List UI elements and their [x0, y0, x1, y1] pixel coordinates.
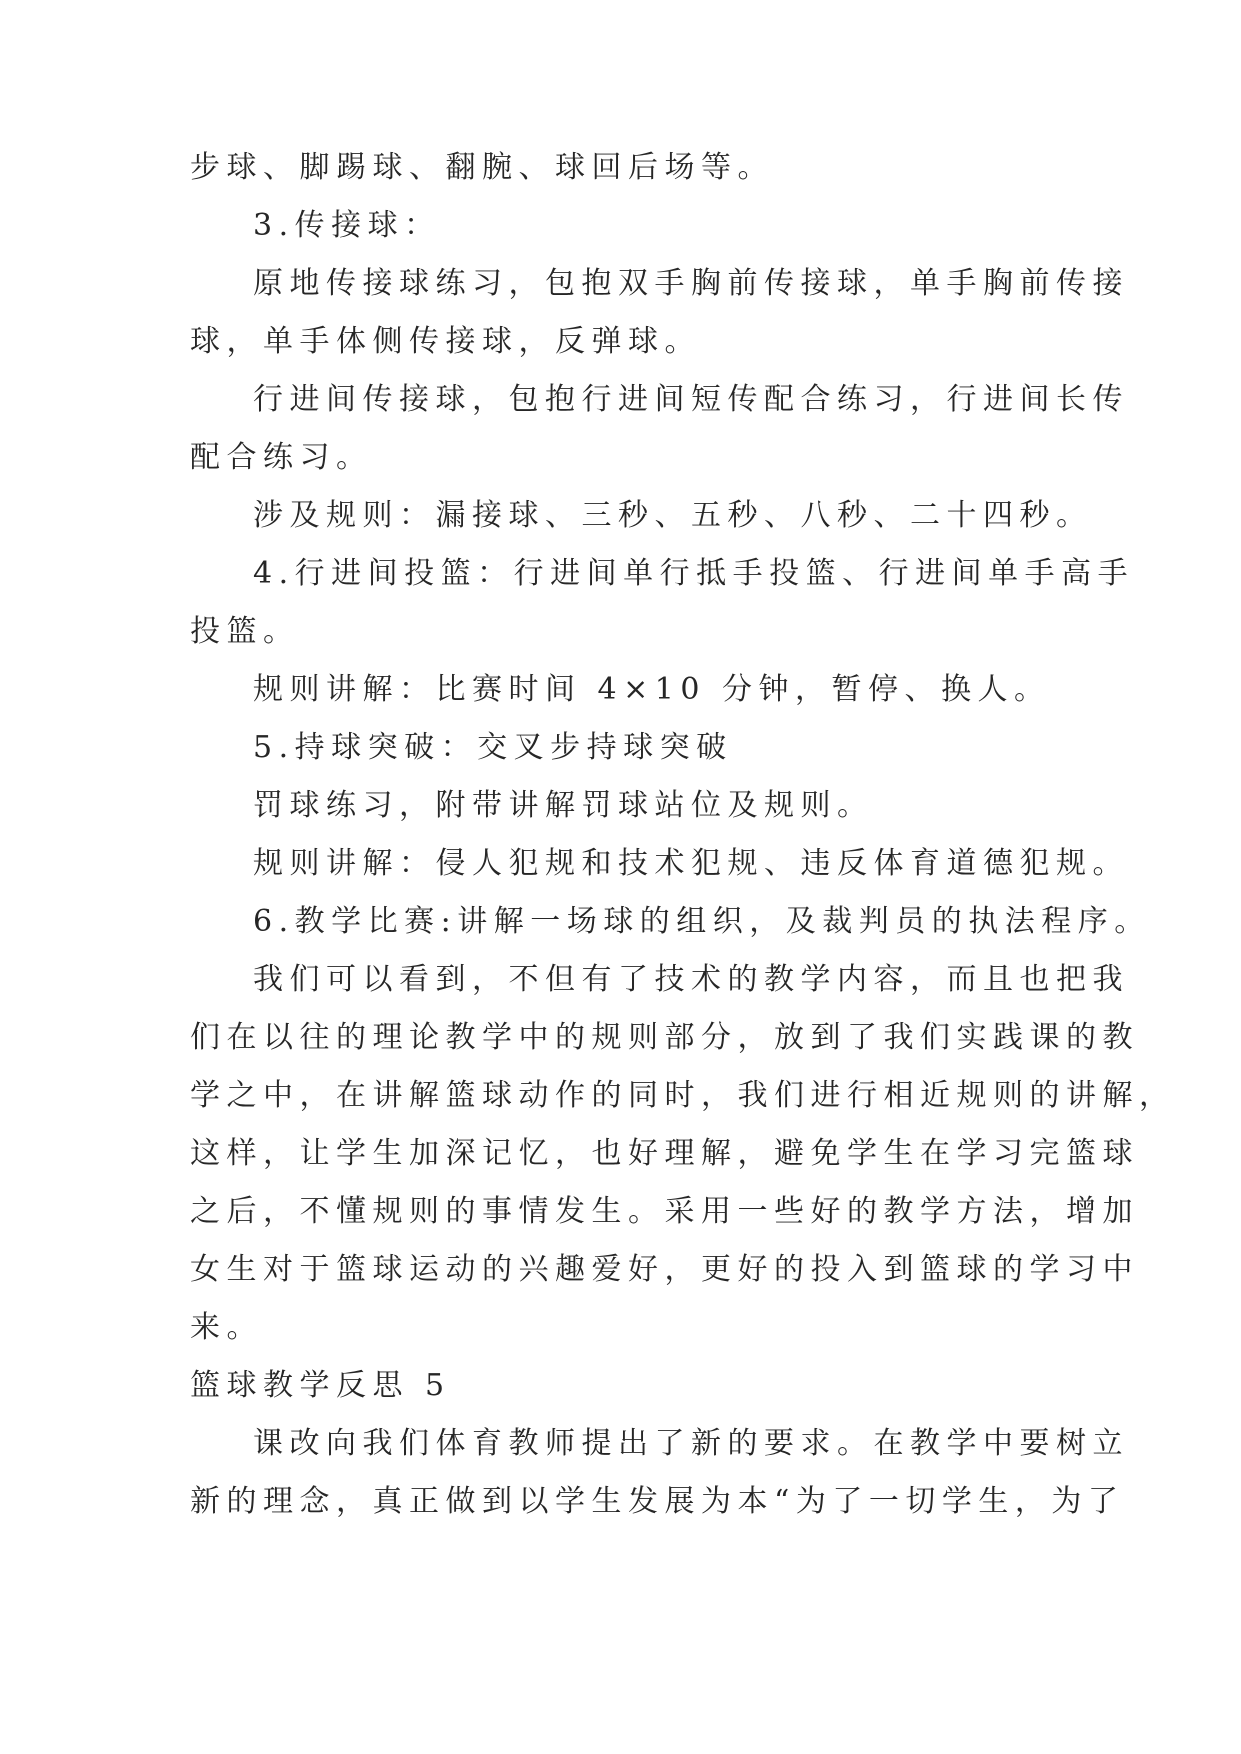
text-line: 规则讲解：比赛时间 4×10 分钟，暂停、换人。 [253, 672, 1051, 707]
text-line: 5.持球突破：交叉步持球突破 [253, 730, 733, 765]
text-line: 原地传接球练习，包抱双手胸前传接球，单手胸前传接 [253, 266, 1129, 301]
text-line: 来。 [190, 1310, 263, 1345]
text-line: 涉及规则：漏接球、三秒、五秒、八秒、二十四秒。 [253, 498, 1093, 533]
text-line: 行进间传接球，包抱行进间短传配合练习，行进间长传 [253, 382, 1129, 417]
text-line: 我们可以看到，不但有了技术的教学内容，而且也把我 [253, 962, 1129, 997]
text-line: 这样，让学生加深记忆，也好理解，避免学生在学习完篮球 [190, 1136, 1139, 1171]
text-line: 之后，不懂规则的事情发生。采用一些好的教学方法，增加 [190, 1194, 1139, 1229]
text-line: 步球、脚踢球、翻腕、球回后场等。 [190, 150, 774, 185]
text-line: 4.行进间投篮：行进间单行抵手投篮、行进间单手高手 [253, 556, 1135, 591]
text-line: 投篮。 [190, 614, 300, 649]
text-line: 3.传接球： [253, 208, 441, 243]
text-line: 学之中，在讲解篮球动作的同时，我们进行相近规则的讲解， [190, 1078, 1176, 1113]
text-line: 规则讲解：侵人犯规和技术犯规、违反体育道德犯规。 [253, 846, 1129, 881]
text-line: 球，单手体侧传接球，反弹球。 [190, 324, 701, 359]
text-line: 课改向我们体育教师提出了新的要求。在教学中要树立 [253, 1426, 1129, 1461]
text-line: 们在以往的理论教学中的规则部分，放到了我们实践课的教 [190, 1020, 1139, 1055]
text-line: 6.教学比赛:讲解一场球的组织，及裁判员的执法程序。 [253, 904, 1151, 939]
section-heading: 篮球教学反思 5 [190, 1368, 451, 1403]
text-line: 配合练习。 [190, 440, 373, 475]
text-line: 新的理念，真正做到以学生发展为本“为了一切学生，为了 [190, 1484, 1125, 1519]
text-line: 罚球练习，附带讲解罚球站位及规则。 [253, 788, 874, 823]
text-line: 女生对于篮球运动的兴趣爱好，更好的投入到篮球的学习中 [190, 1252, 1139, 1287]
